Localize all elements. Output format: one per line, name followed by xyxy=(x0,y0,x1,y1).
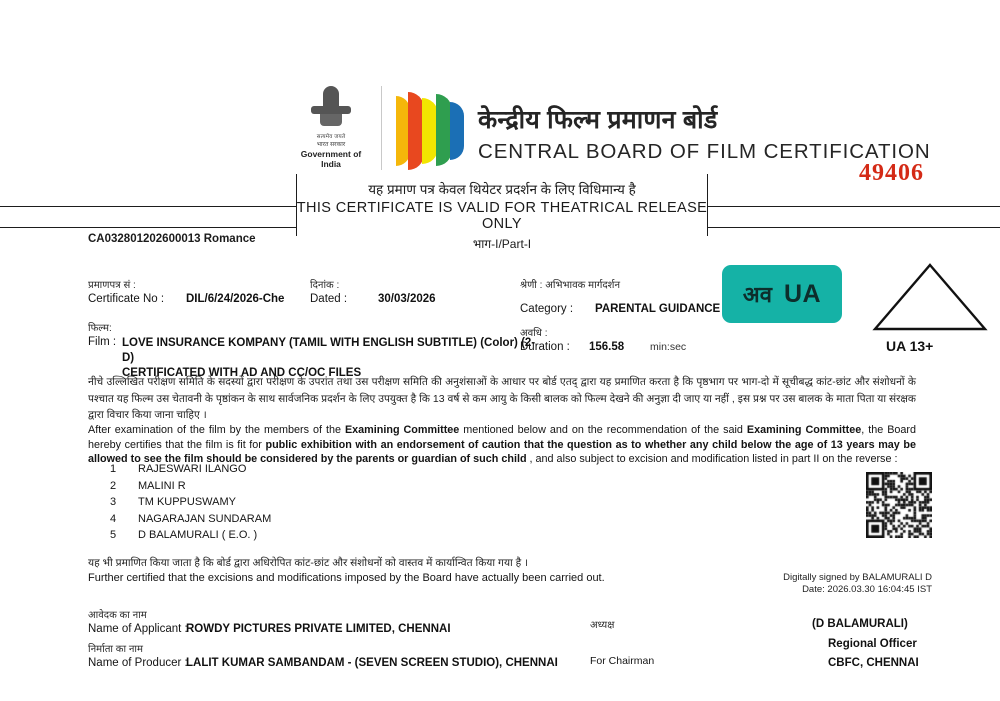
producer-label: Name of Producer : xyxy=(88,657,188,669)
para-en-b1: Examining Committee xyxy=(344,424,460,436)
signatory-role: Regional Officer xyxy=(828,638,917,650)
digital-signature-line1: Digitally signed by BALAMURALI D xyxy=(783,572,932,583)
qr-code-icon xyxy=(866,472,932,538)
national-emblem xyxy=(292,84,370,169)
emblem-motto: सत्यमेव जयते xyxy=(316,134,346,140)
chairman-label: For Chairman xyxy=(590,655,655,667)
logo-band-blue xyxy=(450,102,464,160)
film-value-line2: CERTIFICATED WITH AD AND CC/OC FILES xyxy=(122,367,362,379)
dated-value: 30/03/2026 xyxy=(378,293,436,305)
duration-value: 156.58 xyxy=(589,341,625,353)
part-label: भाग-I/Part-I xyxy=(472,237,532,251)
committee-member-name: NAGARAJAN SUNDARAM xyxy=(138,512,272,525)
film-label-hindi: फिल्म: xyxy=(88,323,112,334)
emblem-country-hi: भारत सरकार xyxy=(316,142,346,148)
category-label: Category : xyxy=(520,303,574,315)
para-en-p1: After examination of the film by the members of the xyxy=(88,424,345,436)
para-en-p2: mentioned below and on the recommendation of the said xyxy=(459,424,747,436)
committee-member-number: 3 xyxy=(110,496,117,508)
validity-text-english: THIS CERTIFICATE IS VALID FOR THEATRICAL RELEASE ONLY xyxy=(296,200,708,232)
digital-signature-line2: Date: 2026.03.30 16:04:45 IST xyxy=(802,584,932,595)
list-item xyxy=(110,513,271,530)
dated-label-hindi: दिनांक : xyxy=(310,280,340,291)
category-label-hindi: श्रेणी : अभिभावक मार्गदर्शन xyxy=(520,280,620,291)
film-label: Film : xyxy=(88,336,117,348)
excision-note-hindi: यह भी प्रमाणित किया जाता है कि बोर्ड द्वारा अधिरोपित कांट-छांट और संशोधनों को वास्तव में कार्यान्वित किया गया है । xyxy=(88,557,529,569)
excision-note-english: Further certified that the excisions and modifications imposed by the Board have actually been carried out. xyxy=(88,572,605,584)
lion-capital-icon xyxy=(307,84,355,130)
committee-member-number: 4 xyxy=(110,512,117,525)
validity-text-hindi: यह प्रमाण पत्र केवल थियेटर प्रदर्शन के लिए विधिमान्य है xyxy=(368,182,636,197)
applicant-label-hindi: आवेदक का नाम xyxy=(88,610,147,621)
validity-band xyxy=(296,174,708,251)
certificate-no-label-hindi: प्रमाणपत्र सं : xyxy=(88,280,136,291)
rating-badge-english: UA xyxy=(783,279,822,308)
committee-member-number: 1 xyxy=(110,463,117,475)
emblem-country-en: Government of India xyxy=(300,149,362,169)
duration-label-hindi: अवधि : xyxy=(520,328,548,339)
producer-label-hindi: निर्माता का नाम xyxy=(88,644,143,655)
duration-unit: min:sec xyxy=(650,341,687,353)
committee-member-name: MALINI R xyxy=(138,479,186,492)
dated-label: Dated : xyxy=(310,293,348,305)
para-en-b3: public exhibition with an endorsement of caution that the question as to whether any child below the age of 13 years may be allowed to see the film should be considered by the parents or guardian of such child xyxy=(88,438,916,465)
committee-member-number: 2 xyxy=(110,479,117,492)
producer-value: LALIT KUMAR SAMBANDAM - (SEVEN SCREEN STUDIO), CHENNAI xyxy=(186,657,558,669)
examining-committee-list xyxy=(110,463,271,546)
digital-signature-block xyxy=(783,572,932,596)
applicant-value: ROWDY PICTURES PRIVATE LIMITED, CHENNAI xyxy=(186,623,451,635)
list-item xyxy=(110,529,271,546)
para-en-b2: Examining Committee xyxy=(746,424,862,436)
certification-paragraph-hindi: नीचे उल्लिखित परीक्षण समिति के सदस्यों द्वारा परीक्षण के उपरांत तथा उस परीक्षण समिति की अनुशंसाओं के आधार पर बोर्ड एतद् द्वारा यह प्रमाणित करता है कि पृष्ठभाग पर भाग-दो में सूचीबद्ध कांट-छांट और संशोधनों के पश्चात यह फिल्म उस चेतावनी के पृष्ठांकन के साथ सार्वजनिक प्रदर्शन के लिए उपयुक्त है कि 13 वर्ष से कम आयु के किसी बालक को फिल्म देखने की अनुज्ञा दी जाए या नहीं , इस प्रश्न पर उस बालक के माता पिता या संरक्षक द्वारा विचार किया जाना चाहिए । xyxy=(88,376,916,421)
certificate-no-label: Certificate No : xyxy=(88,293,165,305)
signatory-name: (D BALAMURALI) xyxy=(812,618,908,630)
certification-paragraph-english xyxy=(88,423,916,467)
header-divider xyxy=(381,86,382,170)
para-en-p3: , the Board hereby certifies that the film is fit for xyxy=(88,424,917,451)
age-note: UA 13+ xyxy=(886,338,934,354)
committee-member-number: 5 xyxy=(110,529,117,541)
rating-badge-hindi: अव xyxy=(742,282,772,307)
serial-number: 49406 xyxy=(859,160,924,186)
list-item xyxy=(110,480,271,497)
emblem-base-icon xyxy=(320,114,342,126)
triangle-mark-icon xyxy=(872,262,988,332)
film-value-line1: LOVE INSURANCE KOMPANY (TAMIL WITH ENGLISH SUBTITLE) (Color) (2-D) xyxy=(122,337,536,364)
para-en-p4: , and also subject to excision and modification listed in part II on the reverse : xyxy=(526,453,898,465)
certificate-no-value: DIL/6/24/2026-Che xyxy=(186,293,285,305)
rating-badge xyxy=(722,265,842,323)
signatory-org: CBFC, CHENNAI xyxy=(828,657,919,669)
category-value: PARENTAL GUIDANCE xyxy=(595,303,721,315)
duration-label: Duration : xyxy=(520,341,570,353)
applicant-label: Name of Applicant : xyxy=(88,623,188,635)
board-name-english: CENTRAL BOARD OF FILM CERTIFICATION xyxy=(478,140,931,163)
committee-member-name: RAJESWARI ILANGO xyxy=(138,463,247,475)
board-name-hindi: केन्द्रीय फिल्म प्रमाणन बोर्ड xyxy=(478,106,718,134)
cbfc-logo-icon xyxy=(396,92,468,170)
certificate-header xyxy=(0,40,1000,169)
list-item xyxy=(110,496,271,513)
film-code: CA032801202600013 Romance xyxy=(88,233,256,245)
chairman-label-hindi: अध्यक्ष xyxy=(590,620,615,631)
committee-member-name: D BALAMURALI ( E.O. ) xyxy=(138,529,258,541)
list-item xyxy=(110,463,271,480)
committee-member-name: TM KUPPUSWAMY xyxy=(138,496,236,508)
